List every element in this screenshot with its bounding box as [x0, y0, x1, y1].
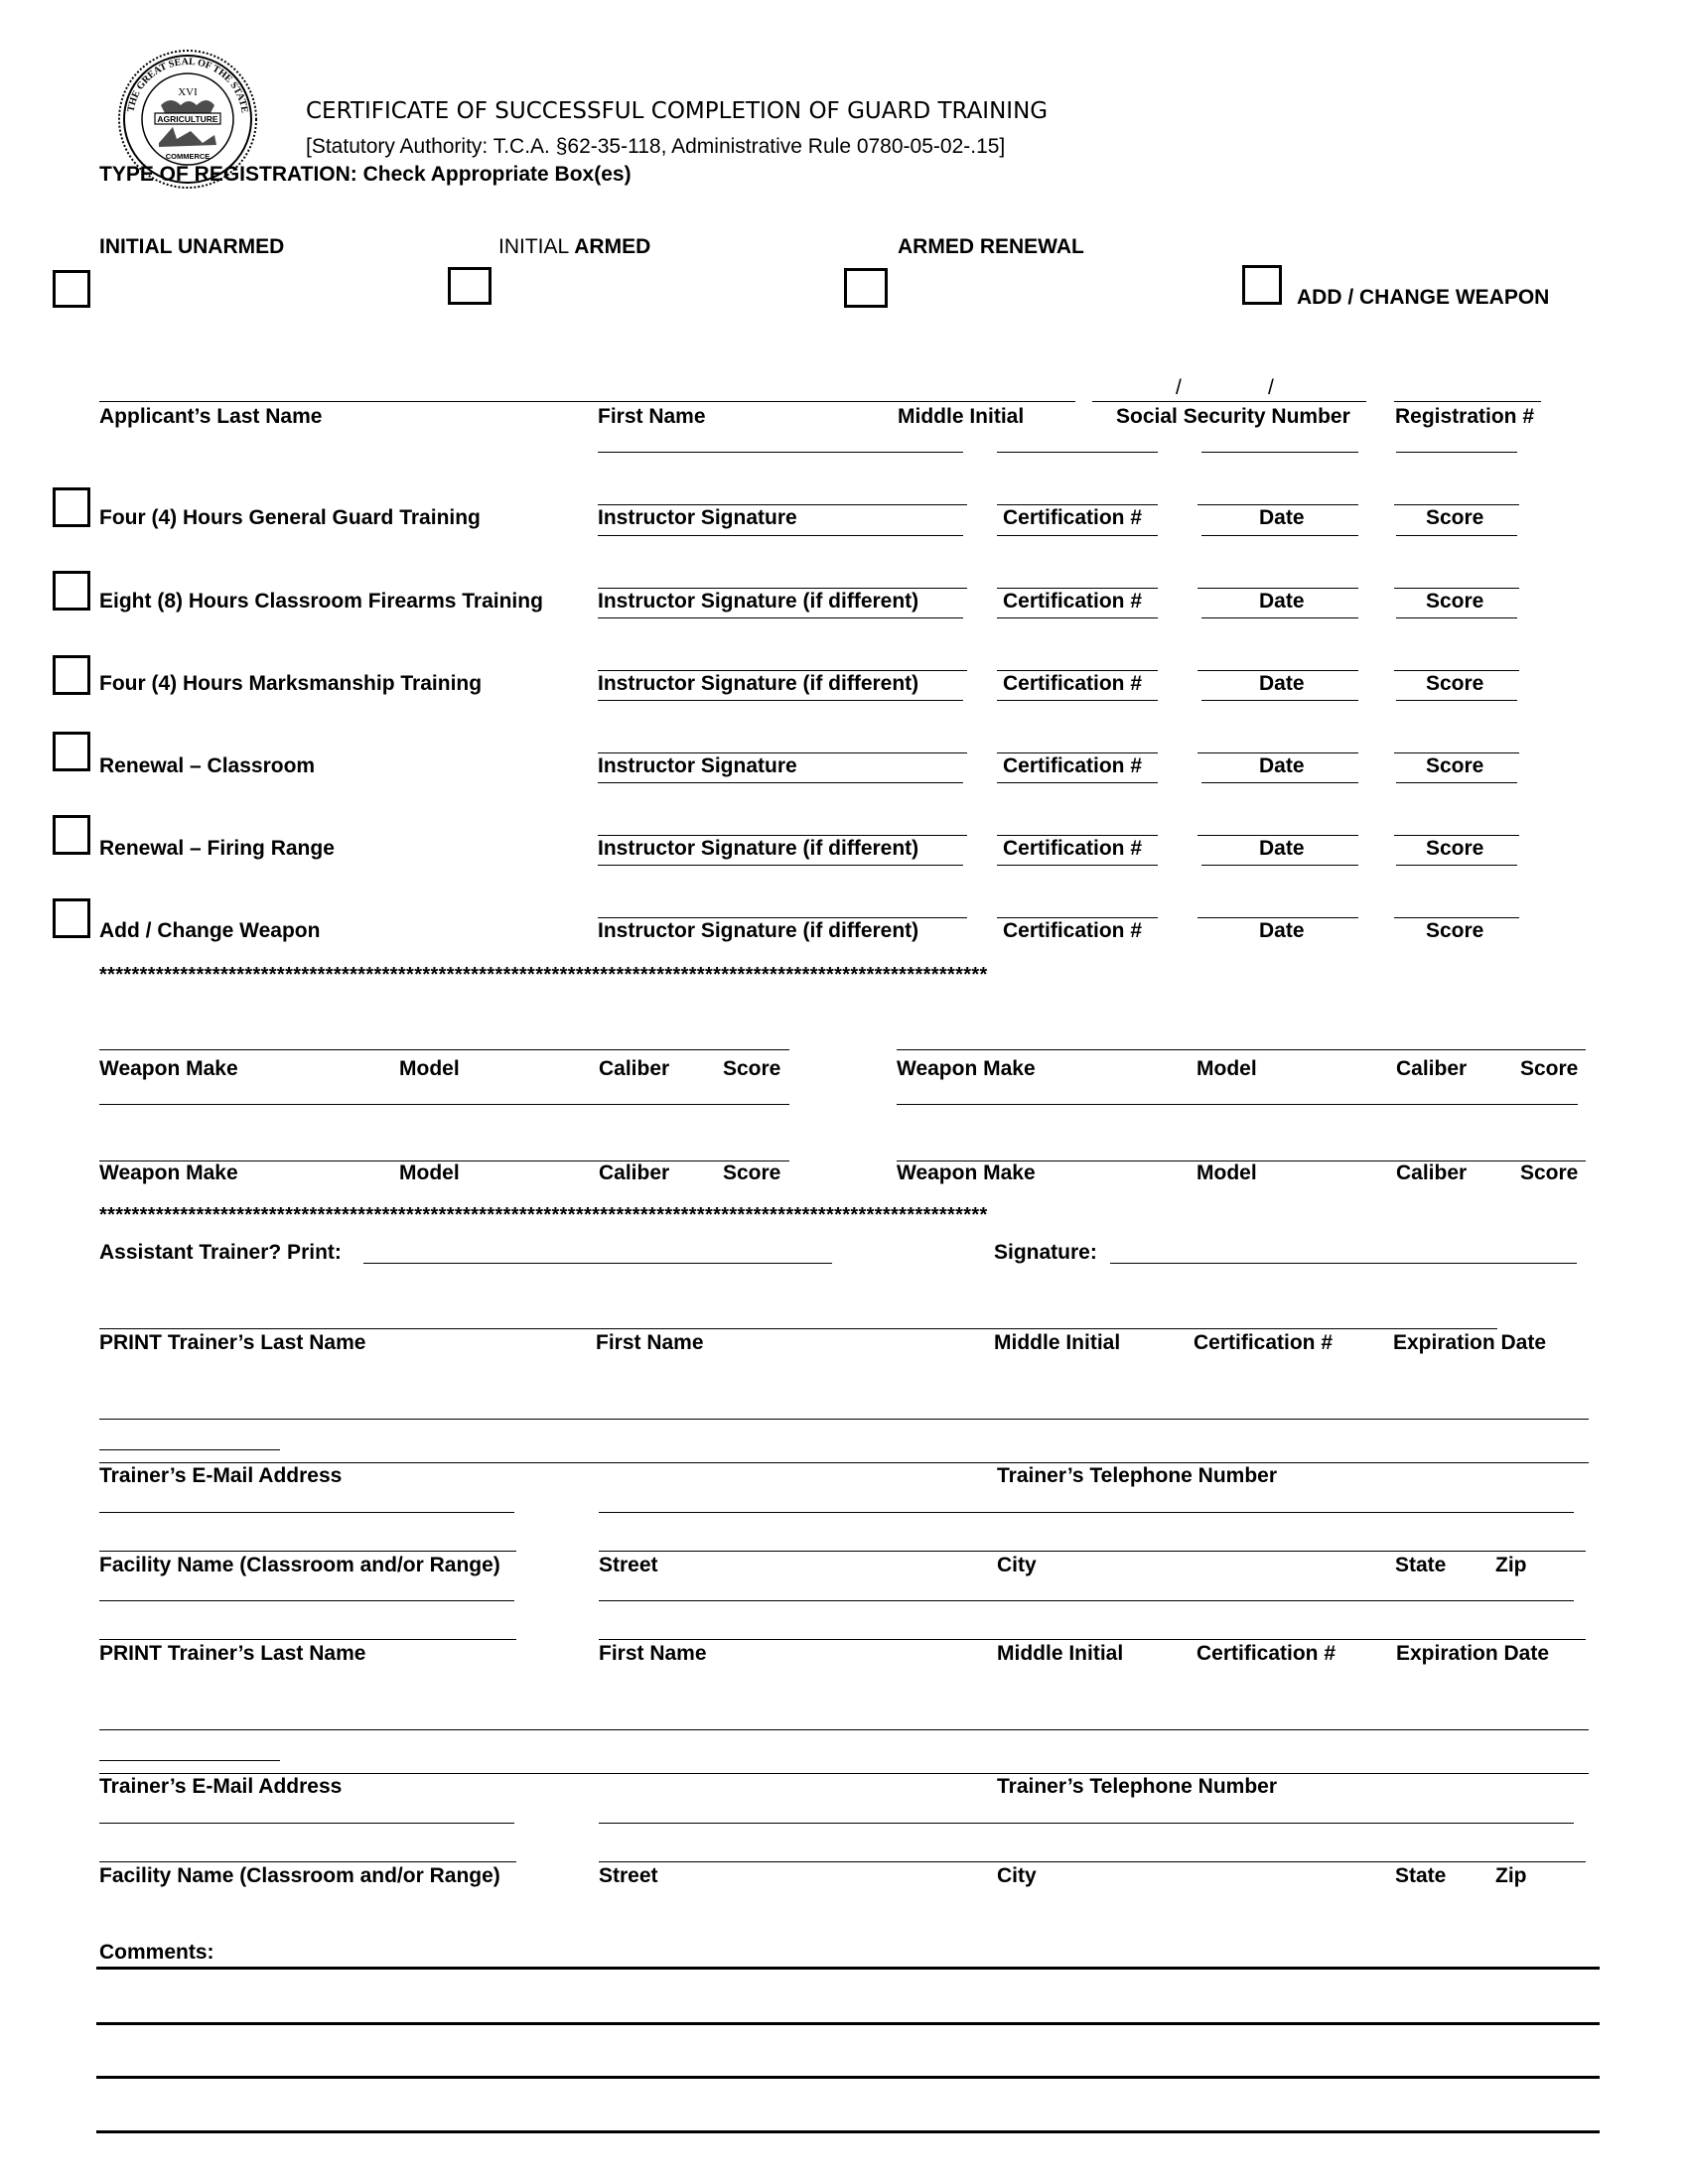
trainer-1-zip-label: Zip	[1495, 1554, 1527, 1576]
weapon-1-line-top[interactable]	[99, 1049, 789, 1050]
score-label-1: Score	[1426, 506, 1484, 529]
instructor-signature-label-2: Instructor Signature (if different)	[598, 590, 919, 613]
date-label-6: Date	[1259, 919, 1305, 942]
weapon-2-score-label: Score	[1520, 1057, 1579, 1080]
score-label-3: Score	[1426, 672, 1484, 695]
certification-line-6[interactable]	[997, 917, 1158, 918]
trainer-1-city-label: City	[997, 1554, 1037, 1576]
date-line-1[interactable]	[1197, 504, 1358, 505]
trainer-2-blank-line	[99, 1729, 1589, 1730]
weapon-2-caliber-label: Caliber	[1396, 1057, 1468, 1080]
training-row-underline	[598, 617, 963, 618]
trainer-2-facility-line[interactable]	[99, 1861, 516, 1862]
date-label-3: Date	[1259, 672, 1305, 695]
trainer-1-telephone-line[interactable]	[99, 1462, 1589, 1463]
registration-type-heading: TYPE OF REGISTRATION: Check Appropriate Box(es)	[99, 163, 632, 186]
training-label-2: Eight (8) Hours Classroom Firearms Training	[99, 590, 543, 613]
weapon-1-score-label: Score	[723, 1057, 781, 1080]
trainer-2-street-line[interactable]	[599, 1861, 1586, 1862]
initial-armed-label	[498, 236, 650, 257]
trainer-2-telephone-label: Trainer’s Telephone Number	[997, 1775, 1278, 1798]
comments-line[interactable]	[96, 2076, 1600, 2079]
trainer-1-middle-initial-label: Middle Initial	[994, 1331, 1121, 1354]
assistant-trainer-print-label: Assistant Trainer? Print:	[99, 1241, 342, 1264]
score-line-6[interactable]	[1394, 917, 1519, 918]
training-row-underline	[598, 700, 963, 701]
training-row-underline	[1201, 535, 1358, 536]
weapon-3-caliber-label: Caliber	[599, 1161, 670, 1184]
training-row-underline	[1396, 535, 1517, 536]
score-line-2[interactable]	[1394, 588, 1519, 589]
weapon-row-underline	[99, 1104, 789, 1105]
training-row-underline	[997, 617, 1158, 618]
certification-label-2: Certification #	[1003, 590, 1143, 613]
training-label-3: Four (4) Hours Marksmanship Training	[99, 672, 483, 695]
date-line-6[interactable]	[1197, 917, 1358, 918]
instructor-signature-label-5: Instructor Signature (if different)	[598, 837, 919, 860]
weapon-4-score-label: Score	[1520, 1161, 1579, 1184]
instructor-signature-line-5[interactable]	[598, 835, 967, 836]
initial-unarmed-checkbox[interactable]	[53, 270, 90, 308]
applicant-registration-label: Registration #	[1395, 405, 1535, 428]
training-label-5: Renewal – Firing Range	[99, 837, 335, 860]
instructor-signature-line-6[interactable]	[598, 917, 967, 918]
score-label-2: Score	[1426, 590, 1484, 613]
trainer-2-telephone-line[interactable]	[99, 1773, 1589, 1774]
trainer-1-facility-line[interactable]	[99, 1551, 516, 1552]
training-row-underline	[598, 452, 963, 453]
trainer-2-name-line[interactable]	[599, 1639, 1586, 1640]
instructor-signature-line-2[interactable]	[598, 588, 967, 589]
date-line-2[interactable]	[1197, 588, 1358, 589]
training-row-underline	[1201, 617, 1358, 618]
trainer-1-state-label: State	[1395, 1554, 1447, 1576]
document-title: CERTIFICATE OF SUCCESSFUL COMPLETION OF GUARD TRAINING	[306, 98, 1049, 124]
certification-label-6: Certification #	[1003, 919, 1143, 942]
ssn-line[interactable]	[1092, 401, 1366, 402]
certification-line-4[interactable]	[997, 752, 1158, 753]
date-line-3[interactable]	[1197, 670, 1358, 671]
trainer-1-email-label: Trainer’s E-Mail Address	[99, 1464, 343, 1487]
applicant-last-name-label: Applicant’s Last Name	[99, 405, 323, 428]
trainer-2-email-label: Trainer’s E-Mail Address	[99, 1775, 343, 1798]
score-label-6: Score	[1426, 919, 1484, 942]
armed-renewal-checkbox[interactable]	[844, 268, 888, 308]
trainer-2-email-line[interactable]	[99, 1760, 280, 1761]
separator-stars: **************************************************************************************************************	[99, 964, 988, 986]
certification-line-5[interactable]	[997, 835, 1158, 836]
training-row-underline	[1396, 782, 1517, 783]
trainer-1-blank-line	[99, 1419, 1589, 1420]
svg-text:XVI: XVI	[178, 86, 198, 98]
trainer-1-street-label: Street	[599, 1554, 658, 1576]
training-row-underline	[598, 865, 963, 866]
score-line-3[interactable]	[1394, 670, 1519, 671]
armed-renewal-label: ARMED RENEWAL	[898, 235, 1084, 258]
comments-label: Comments:	[99, 1941, 214, 1964]
comments-line[interactable]	[96, 1967, 1600, 1970]
score-line-5[interactable]	[1394, 835, 1519, 836]
trainer-2-city-label: City	[997, 1864, 1037, 1887]
trainer-2-address-underline	[99, 1600, 514, 1601]
trainer-2-address-underline	[599, 1600, 1574, 1601]
trainer-1-telephone-label: Trainer’s Telephone Number	[997, 1464, 1278, 1487]
score-line-1[interactable]	[1394, 504, 1519, 505]
training-row-underline	[1201, 782, 1358, 783]
training-row-underline	[997, 700, 1158, 701]
ssn-slash-1: /	[1176, 376, 1182, 399]
trainer-1-expiration-label: Expiration Date	[1393, 1331, 1547, 1354]
training-label-4: Renewal – Classroom	[99, 754, 316, 777]
ssn-slash-2: /	[1268, 376, 1274, 399]
trainer-1-last-name-label: PRINT Trainer’s Last Name	[99, 1331, 366, 1354]
training-checkbox-3[interactable]	[53, 655, 90, 695]
applicant-middle-initial-label: Middle Initial	[898, 405, 1025, 428]
weapon-4-make-label: Weapon Make	[897, 1161, 1036, 1184]
trainer-2-state-label: State	[1395, 1864, 1447, 1887]
certification-line-3[interactable]	[997, 670, 1158, 671]
date-label-2: Date	[1259, 590, 1305, 613]
trainer-1-certification-label: Certification #	[1194, 1331, 1334, 1354]
training-checkbox-4[interactable]	[53, 732, 90, 771]
training-row-underline	[598, 535, 963, 536]
training-row-underline	[997, 865, 1158, 866]
score-label-5: Score	[1426, 837, 1484, 860]
trainer-1-address-underline	[599, 1512, 1574, 1513]
trainer-1-address-underline	[99, 1512, 514, 1513]
instructor-signature-label-1: Instructor Signature	[598, 506, 797, 529]
comments-line[interactable]	[96, 2130, 1600, 2133]
trainer-2-middle-initial-label: Middle Initial	[997, 1642, 1124, 1665]
svg-text:THE GREAT SEAL OF THE STATE OF: THE GREAT SEAL OF THE STATE	[125, 56, 250, 114]
weapon-2-line-top[interactable]	[897, 1049, 1586, 1050]
weapon-3-make-label: Weapon Make	[99, 1161, 238, 1184]
trainer-1-first-name-label: First Name	[596, 1331, 704, 1354]
trainer-2-first-name-label: First Name	[599, 1642, 707, 1665]
training-row-underline	[598, 782, 963, 783]
training-label-1: Four (4) Hours General Guard Training	[99, 506, 481, 529]
add-change-weapon-label: ADD / CHANGE WEAPON	[1297, 286, 1550, 309]
training-row-underline	[1396, 700, 1517, 701]
training-row-underline	[997, 535, 1158, 536]
statutory-authority: [Statutory Authority: T.C.A. §62-35-118, Administrative Rule 0780-05-02-.15]	[306, 135, 1006, 158]
comments-line[interactable]	[96, 2022, 1600, 2025]
training-row-underline	[997, 452, 1158, 453]
training-row-underline	[1201, 700, 1358, 701]
date-line-5[interactable]	[1197, 835, 1358, 836]
weapon-row-underline	[897, 1104, 1578, 1105]
trainer-2-zip-label: Zip	[1495, 1864, 1527, 1887]
svg-text:AGRICULTURE: AGRICULTURE	[157, 114, 218, 124]
trainer-1-facility-label: Facility Name (Classroom and/or Range)	[99, 1554, 500, 1576]
weapon-1-make-label: Weapon Make	[99, 1057, 238, 1080]
trainer-2-certification-label: Certification #	[1196, 1642, 1336, 1665]
training-row-underline	[1396, 452, 1517, 453]
training-row-underline	[997, 782, 1158, 783]
date-line-4[interactable]	[1197, 752, 1358, 753]
weapon-1-model-label: Model	[399, 1057, 460, 1080]
trainer-1-street-line[interactable]	[599, 1551, 1586, 1552]
trainer-2-last-name-line[interactable]	[99, 1639, 516, 1640]
trainer-2-last-name-label: PRINT Trainer’s Last Name	[99, 1642, 366, 1665]
trainer-1-name-line[interactable]	[99, 1328, 1497, 1329]
svg-text:COMMERCE: COMMERCE	[165, 152, 211, 161]
initial-armed-checkbox[interactable]	[448, 267, 492, 305]
applicant-ssn-label: Social Security Number	[1116, 405, 1350, 428]
certification-line-2[interactable]	[997, 588, 1158, 589]
weapon-4-model-label: Model	[1196, 1161, 1257, 1184]
instructor-signature-label-3: Instructor Signature (if different)	[598, 672, 919, 695]
certification-label-1: Certification #	[1003, 506, 1143, 529]
separator-stars: **************************************************************************************************************	[99, 1204, 988, 1226]
training-row-underline	[1396, 865, 1517, 866]
training-checkbox-1[interactable]	[53, 487, 90, 527]
training-checkbox-5[interactable]	[53, 815, 90, 855]
instructor-signature-label-6: Instructor Signature (if different)	[598, 919, 919, 942]
instructor-signature-label-4: Instructor Signature	[598, 754, 797, 777]
instructor-signature-line-3[interactable]	[598, 670, 967, 671]
score-line-4[interactable]	[1394, 752, 1519, 753]
assistant-trainer-print-line[interactable]	[363, 1263, 832, 1264]
initial-unarmed-label: INITIAL UNARMED	[99, 235, 285, 258]
training-row-underline	[1201, 865, 1358, 866]
applicant-name-line[interactable]	[99, 401, 1075, 402]
weapon-2-make-label: Weapon Make	[897, 1057, 1036, 1080]
training-row-underline	[1201, 452, 1358, 453]
weapon-3-model-label: Model	[399, 1161, 460, 1184]
applicant-first-name-label: First Name	[598, 405, 706, 428]
weapon-3-score-label: Score	[723, 1161, 781, 1184]
date-label-5: Date	[1259, 837, 1305, 860]
certification-label-4: Certification #	[1003, 754, 1143, 777]
trainer-2-expiration-label: Expiration Date	[1396, 1642, 1550, 1665]
date-label-1: Date	[1259, 506, 1305, 529]
certification-label-3: Certification #	[1003, 672, 1143, 695]
assistant-signature-line[interactable]	[1110, 1263, 1577, 1264]
weapon-4-caliber-label: Caliber	[1396, 1161, 1468, 1184]
weapon-1-caliber-label: Caliber	[599, 1057, 670, 1080]
training-checkbox-2[interactable]	[53, 571, 90, 611]
initial-armed-bold: ARMED	[574, 235, 651, 258]
training-checkbox-6[interactable]	[53, 898, 90, 938]
instructor-signature-line-1[interactable]	[598, 504, 967, 505]
instructor-signature-line-4[interactable]	[598, 752, 967, 753]
training-row-underline	[1396, 617, 1517, 618]
trainer-2-facility-label: Facility Name (Classroom and/or Range)	[99, 1864, 500, 1887]
trainer-1-email-line[interactable]	[99, 1449, 280, 1450]
assistant-signature-label: Signature:	[994, 1241, 1097, 1264]
date-label-4: Date	[1259, 754, 1305, 777]
registration-number-line[interactable]	[1394, 401, 1541, 402]
certification-label-5: Certification #	[1003, 837, 1143, 860]
add-change-weapon-checkbox[interactable]	[1242, 265, 1282, 305]
trainer-2-address-underline	[599, 1823, 1574, 1824]
initial-armed-prefix: INITIAL	[498, 235, 575, 258]
certification-line-1[interactable]	[997, 504, 1158, 505]
weapon-2-model-label: Model	[1196, 1057, 1257, 1080]
score-label-4: Score	[1426, 754, 1484, 777]
trainer-2-street-label: Street	[599, 1864, 658, 1887]
trainer-2-address-underline	[99, 1823, 514, 1824]
training-label-6: Add / Change Weapon	[99, 919, 321, 942]
